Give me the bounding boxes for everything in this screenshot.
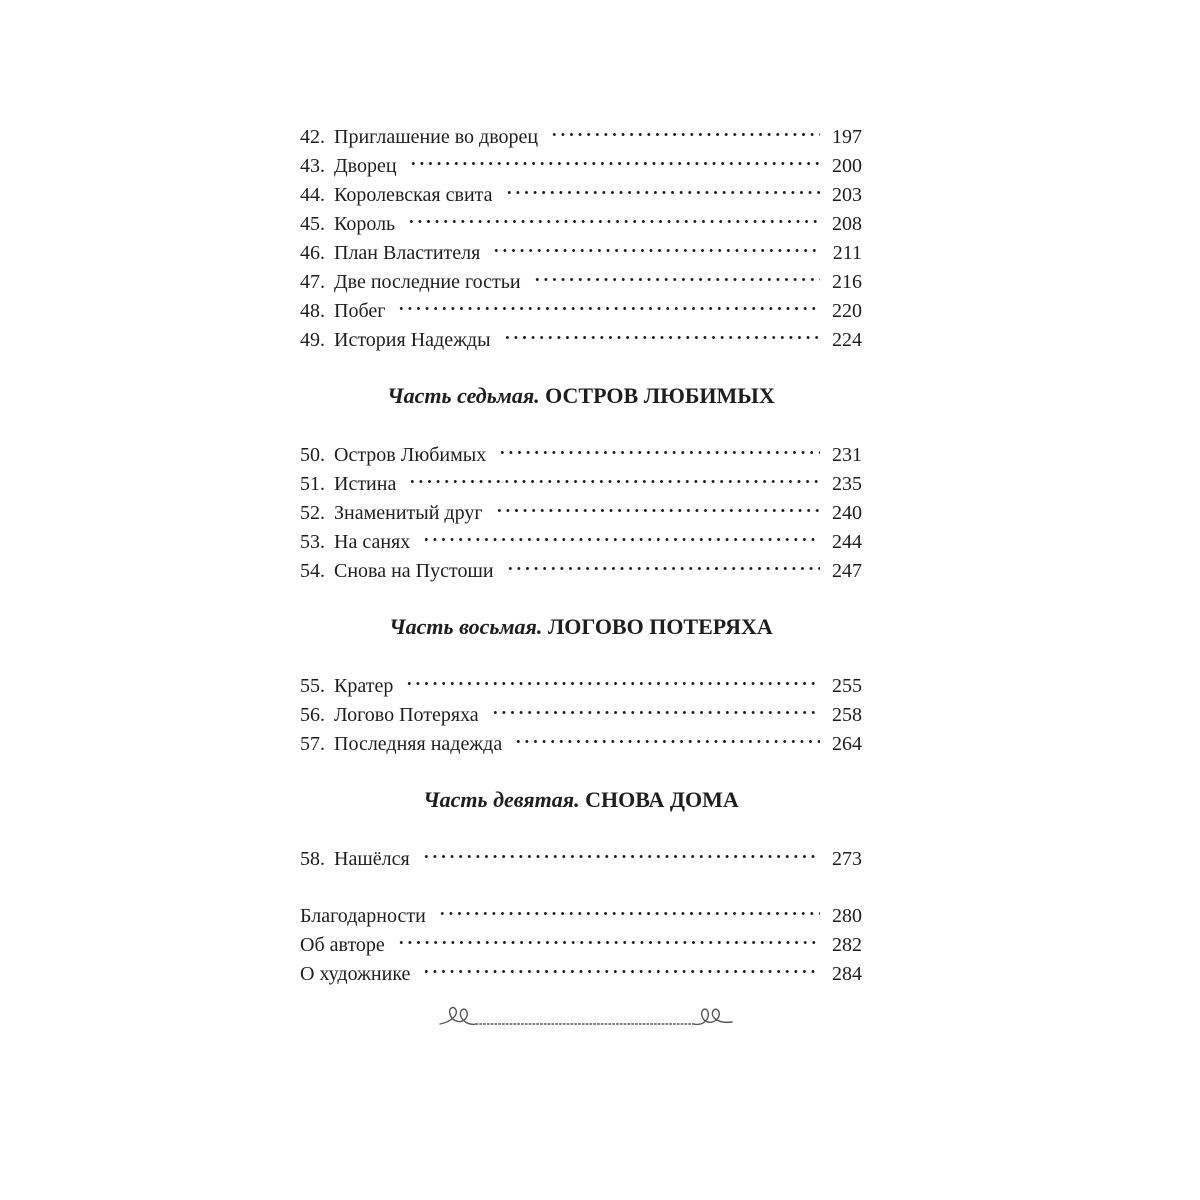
chapter-number: 47. [300, 271, 325, 293]
dot-leader [438, 893, 820, 922]
chapter-number: 48. [300, 300, 325, 322]
chapter-number: 42. [300, 126, 325, 148]
chapter-title: Королевская свита [334, 184, 493, 206]
dot-leader [422, 836, 820, 865]
dot-leader [503, 317, 820, 346]
page-number: 211 [832, 242, 862, 264]
chapter-number: 51. [300, 473, 325, 495]
part-heading [300, 381, 862, 411]
page-number: 197 [832, 126, 862, 148]
part-label: Часть восьмая. [389, 614, 543, 639]
part-name: ОСТРОВ ЛЮБИМЫХ [545, 383, 775, 408]
chapter-title: Истина [334, 473, 397, 495]
toc-section [300, 432, 862, 582]
chapter-number: 58. [300, 848, 325, 870]
chapter-number: 53. [300, 531, 325, 553]
dot-leader [505, 172, 820, 201]
part-label: Часть седьмая. [387, 383, 540, 408]
part-name: ЛОГОВО ПОТЕРЯХА [547, 614, 773, 639]
page-number: 244 [832, 531, 862, 553]
entry-title: Об авторе [300, 934, 385, 956]
page-number: 280 [832, 905, 862, 927]
dot-leader [407, 201, 820, 230]
dot-leader [506, 548, 820, 577]
dot-leader [408, 461, 820, 490]
page-number: 235 [832, 473, 862, 495]
dot-leader [498, 432, 820, 461]
decorative-divider-icon [436, 1000, 736, 1030]
chapter-number: 55. [300, 675, 325, 697]
chapter-title: История Надежды [334, 329, 491, 351]
chapter-title: Приглашение во дворец [334, 126, 539, 148]
dot-leader [533, 259, 820, 288]
page-number: 240 [832, 502, 862, 524]
chapter-title: Знаменитый друг [334, 502, 483, 524]
toc-entry[interactable] [300, 432, 862, 466]
chapter-number: 44. [300, 184, 325, 206]
chapter-title: Две последние гостьи [334, 271, 521, 293]
chapter-number: 45. [300, 213, 325, 235]
dot-leader [492, 230, 820, 259]
dot-leader [405, 663, 820, 692]
dot-leader [422, 519, 820, 548]
chapter-number: 50. [300, 444, 325, 466]
dot-leader [491, 692, 820, 721]
chapter-title: План Властителя [334, 242, 481, 264]
table-of-contents [300, 114, 862, 985]
page-number: 224 [832, 329, 862, 351]
page-number: 247 [832, 560, 862, 582]
dot-leader [550, 114, 820, 143]
page-number: 200 [832, 155, 862, 177]
dot-leader [514, 721, 820, 750]
page-number: 273 [832, 848, 862, 870]
toc-extras [300, 893, 862, 985]
page-number: 258 [832, 704, 862, 726]
chapter-title: Остров Любимых [334, 444, 487, 466]
page-number: 208 [832, 213, 862, 235]
chapter-number: 49. [300, 329, 325, 351]
entry-title: О художнике [300, 963, 411, 985]
part-label: Часть девятая. [423, 787, 580, 812]
dot-leader [422, 951, 820, 980]
page-number: 255 [832, 675, 862, 697]
page-number: 282 [832, 934, 862, 956]
chapter-title: Побег [334, 300, 386, 322]
chapter-title: Кратер [334, 675, 394, 697]
page-number: 284 [832, 963, 862, 985]
chapter-title: Дворец [334, 155, 397, 177]
toc-entry[interactable] [300, 114, 862, 148]
chapter-number: 54. [300, 560, 325, 582]
toc-section [300, 114, 862, 351]
chapter-title: Снова на Пустоши [334, 560, 494, 582]
page-number: 203 [832, 184, 862, 206]
part-heading [300, 612, 862, 642]
toc-section [300, 663, 862, 755]
chapter-number: 57. [300, 733, 325, 755]
part-heading [300, 785, 862, 815]
chapter-number: 52. [300, 502, 325, 524]
entry-title: Благодарности [300, 905, 426, 927]
part-name: СНОВА ДОМА [585, 787, 739, 812]
dot-leader [409, 143, 820, 172]
page-number: 220 [832, 300, 862, 322]
chapter-number: 56. [300, 704, 325, 726]
toc-entry[interactable] [300, 836, 862, 870]
dot-leader [397, 288, 820, 317]
page-number: 231 [832, 444, 862, 466]
chapter-title: Последняя надежда [334, 733, 503, 755]
dot-leader [397, 922, 820, 951]
toc-entry[interactable] [300, 893, 862, 927]
page-number: 264 [832, 733, 862, 755]
toc-entry[interactable] [300, 663, 862, 697]
chapter-title: Нашёлся [334, 848, 410, 870]
chapter-title: Король [334, 213, 396, 235]
page-number: 216 [832, 271, 862, 293]
chapter-title: Логово Потеряха [334, 704, 479, 726]
chapter-number: 43. [300, 155, 325, 177]
toc-section [300, 836, 862, 870]
chapter-title: На санях [334, 531, 411, 553]
dot-leader [495, 490, 820, 519]
chapter-number: 46. [300, 242, 325, 264]
